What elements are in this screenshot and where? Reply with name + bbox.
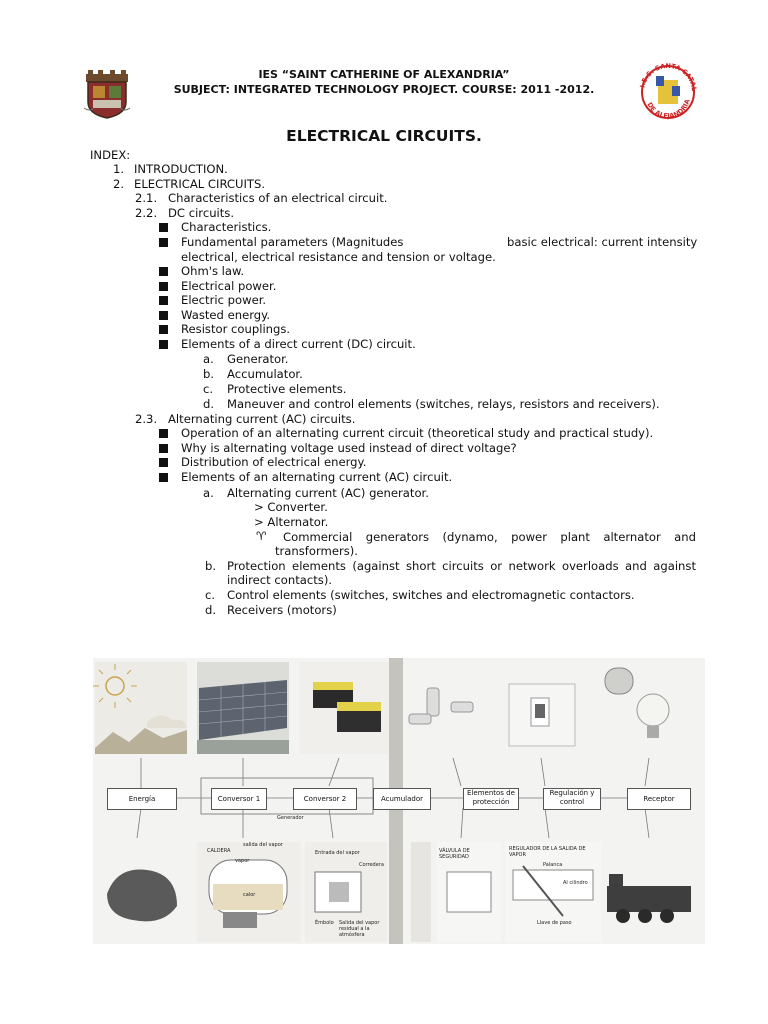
- list-item-continuation: electrical, electrical resistance and tension or voltage.: [181, 250, 496, 264]
- index-electrical-circuits: ELECTRICAL CIRCUITS.: [134, 177, 266, 191]
- list-item: Electrical power.: [181, 279, 277, 293]
- box-accumulator: Acumulador: [373, 788, 431, 810]
- section-number: 2.2.: [135, 206, 158, 220]
- list-item: Fundamental parameters (Magnitudes: [181, 235, 404, 249]
- bullet-icon: [159, 267, 168, 276]
- list-marker: c.: [203, 382, 214, 396]
- diagram-label: vapor: [235, 858, 250, 864]
- bullet-icon: [159, 325, 168, 334]
- generator-label: Generador: [277, 815, 304, 821]
- diagram-label: Palanca: [543, 862, 563, 868]
- list-item-continuation: transformers).: [275, 544, 358, 558]
- list-item: Distribution of electrical energy.: [181, 455, 367, 469]
- box-regulation: Regulación y control: [543, 788, 601, 810]
- bullet-icon: [159, 238, 168, 247]
- bullet-icon: [159, 473, 168, 482]
- section-2-2: DC circuits.: [168, 206, 235, 220]
- list-item: Alternating current (AC) generator.: [227, 486, 429, 500]
- bullet-icon: [159, 458, 168, 467]
- list-item: Wasted energy.: [181, 308, 271, 322]
- list-item-continuation: indirect contacts).: [227, 573, 333, 587]
- diagram-label: Llave de paso: [537, 920, 572, 926]
- bullet-icon: [159, 311, 168, 320]
- diagram-label: Al cilindro: [563, 880, 588, 886]
- list-item: Receivers (motors): [227, 603, 337, 617]
- bullet-icon: [159, 296, 168, 305]
- box-protection: Elementos de protección: [463, 788, 519, 810]
- list-item: > Converter.: [254, 500, 328, 514]
- list-marker: d.: [203, 397, 215, 411]
- index-introduction: INTRODUCTION.: [134, 162, 228, 176]
- bullet-icon: [159, 282, 168, 291]
- list-item: Generator.: [227, 352, 289, 366]
- list-marker: b.: [205, 559, 217, 573]
- seal-text-bottom: DE ALEJANDRIA: [645, 98, 692, 121]
- section-2-3: Alternating current (AC) circuits.: [168, 412, 356, 426]
- list-item: Resistor couplings.: [181, 322, 291, 336]
- bullet-icon: [159, 223, 168, 232]
- list-item: > Alternator.: [254, 515, 329, 529]
- diagram-label: REGULADOR DE LA SALIDA DE VAPOR: [509, 846, 586, 858]
- list-number: 2.: [113, 177, 125, 191]
- list-item: Why is alternating voltage used instead of direct voltage?: [181, 441, 517, 455]
- box-receptor: Receptor: [627, 788, 691, 810]
- aries-bullet-icon: ♈: [256, 529, 267, 543]
- list-item: Characteristics.: [181, 220, 272, 234]
- school-seal-icon: [634, 62, 702, 122]
- diagram-label: calor: [243, 892, 256, 898]
- list-marker: a.: [203, 486, 214, 500]
- list-item: Accumulator.: [227, 367, 303, 381]
- diagram-label: salida del vapor: [243, 842, 283, 848]
- section-2-1: Characteristics of an electrical circuit.: [168, 191, 388, 205]
- page-title: ELECTRICAL CIRCUITS.: [286, 127, 482, 145]
- box-converter-1: Conversor 1: [211, 788, 267, 810]
- list-item: Commercial generators (dynamo, power plant alternator and: [283, 530, 696, 544]
- list-marker: d.: [205, 603, 217, 617]
- list-item: Protective elements.: [227, 382, 347, 396]
- circuit-elements-diagram: [93, 658, 705, 944]
- box-converter-2: Conversor 2: [293, 788, 357, 810]
- list-item: Control elements (switches, switches and electromagnetic contactors.: [227, 588, 635, 602]
- list-marker: c.: [205, 588, 216, 602]
- list-item: Electric power.: [181, 293, 267, 307]
- diagram-label: CALDERA: [207, 848, 231, 854]
- list-item: Elements of an alternating current (AC) circuit.: [181, 470, 453, 484]
- index-label: INDEX:: [90, 148, 131, 162]
- diagram-label: VÁLVULA DE SEGURIDAD: [439, 848, 470, 860]
- list-item: Ohm's law.: [181, 264, 245, 278]
- list-number: 1.: [113, 162, 125, 176]
- list-item: Operation of an alternating current circuit (theoretical study and practical study).: [181, 426, 654, 440]
- list-marker: b.: [203, 367, 215, 381]
- list-item: Elements of a direct current (DC) circuit.: [181, 337, 416, 351]
- seal-text-top: I.E.S. SANTA CATAL: [638, 62, 699, 92]
- section-number: 2.3.: [135, 412, 158, 426]
- subject-line: SUBJECT: INTEGRATED TECHNOLOGY PROJECT. COURSE: 2011 -2012.: [173, 83, 595, 96]
- list-marker: a.: [203, 352, 214, 366]
- box-energy: Energía: [107, 788, 177, 810]
- bullet-icon: [159, 444, 168, 453]
- diagram-label: Entrada del vapor: [315, 850, 360, 856]
- school-name: IES “SAINT CATHERINE OF ALEXANDRIA”: [258, 68, 510, 81]
- bullet-icon: [159, 340, 168, 349]
- section-number: 2.1.: [135, 191, 158, 205]
- list-item: Protection elements (against short circuits or network overloads and against: [227, 559, 696, 573]
- list-item: Maneuver and control elements (switches, relays, resistors and receivers).: [227, 397, 660, 411]
- bullet-icon: [159, 429, 168, 438]
- diagram-label: Salida del vapor residual a la atmósfera: [339, 920, 380, 938]
- diagram-label: Corredera: [359, 862, 384, 868]
- diagram-label: Émbolo: [315, 920, 334, 926]
- list-item: basic electrical: current intensity: [507, 235, 698, 249]
